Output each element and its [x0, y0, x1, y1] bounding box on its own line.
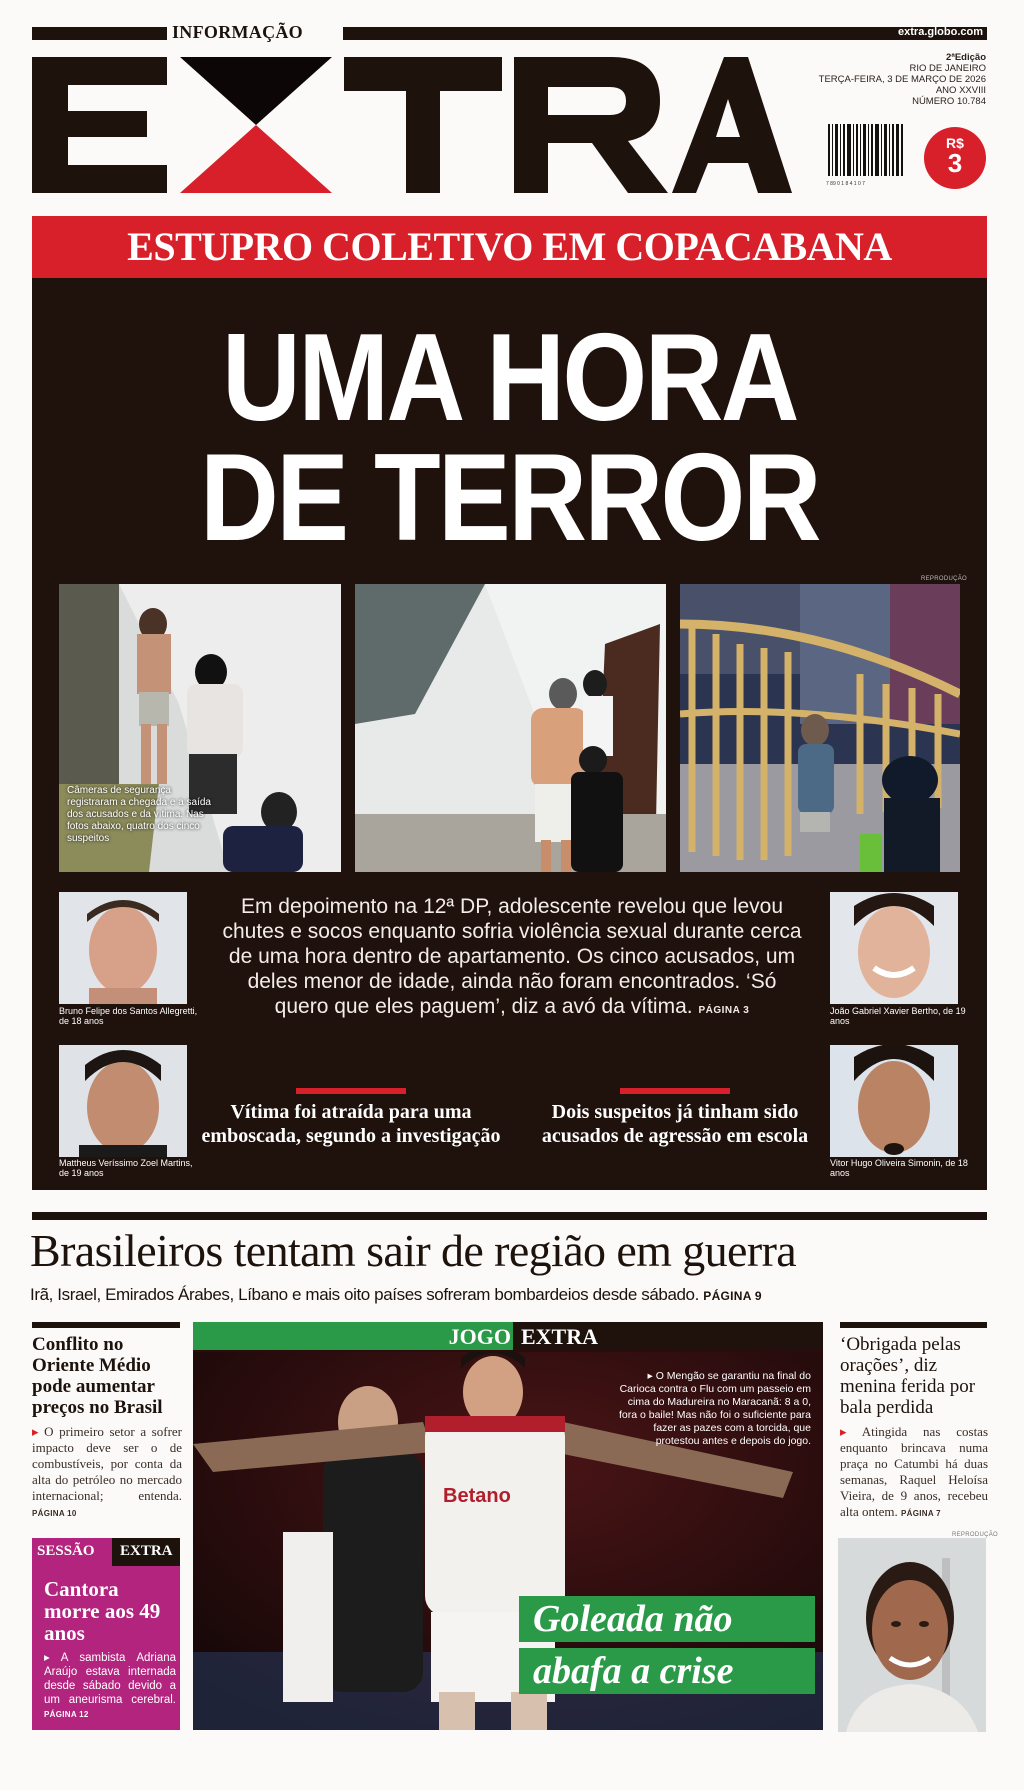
sessao-tag — [32, 1538, 180, 1566]
girl-photo-credit: REPRODUÇÃO — [952, 1532, 999, 1538]
left-column-text — [32, 1424, 182, 1522]
site-url[interactable]: extra.globo.com — [898, 26, 983, 38]
sessao-body: A sambista Adriana Araújo estava internada desde sábado devido a um aneurisma cerebral. — [44, 1652, 176, 1706]
lead-body: Em depoimento na 12ª DP, adolescente revelou que levou chutes e socos enquanto sofria violência sexual durante cerca de uma hora dentro de apartamento. Os cinco acusados, um deles menor de idade, ainda não foram encontrados. ‘Só quero que eles paguem’, diz a avó da vítima. — [222, 895, 802, 1018]
jogo-extra-tag — [193, 1322, 823, 1350]
left-column-headline[interactable]: Conflito no Oriente Médio pode aumentar preços no Brasil — [32, 1334, 163, 1418]
masthead-kicker: INFORMAÇÃO — [172, 22, 303, 42]
subhead-right[interactable]: Dois suspeitos já tinham sido acusados de agressão em escola — [541, 1101, 809, 1147]
second-headline[interactable]: Brasileiros tentam sair de região em guerra — [30, 1225, 797, 1276]
suspect-caption-4: Vitor Hugo Oliveira Simonin, de 18 anos — [830, 1158, 968, 1178]
masthead-rule-right — [343, 27, 987, 40]
edition-info — [819, 52, 986, 107]
subhead-left[interactable]: Vítima foi atraída para uma emboscada, segundo a investigação — [201, 1101, 501, 1147]
logo-x-top-triangle — [180, 57, 332, 125]
logo-letter-e — [32, 57, 167, 193]
sessao-tag-left: SESSÃO — [37, 1543, 95, 1559]
logo-letter-a — [672, 57, 792, 193]
sessao-tag-right-box — [112, 1538, 180, 1566]
jogo-extra-text — [611, 1370, 811, 1448]
jogo-extra-section[interactable] — [193, 1322, 823, 1730]
second-deck — [30, 1284, 762, 1307]
bullet-icon: ▸ — [840, 1424, 862, 1439]
right-column-page-ref[interactable]: PÁGINA 7 — [901, 1509, 941, 1518]
cctv-photo-2[interactable] — [355, 584, 666, 872]
suspect-photo-4[interactable] — [830, 1045, 958, 1157]
lead-page-ref[interactable]: PÁGINA 3 — [698, 1005, 750, 1016]
lead-banner[interactable]: ESTUPRO COLETIVO EM COPACABANA — [32, 216, 987, 278]
logo-graphic — [32, 57, 792, 193]
suspect-caption-2: Mattheus Veríssimo Zoel Martins, de 19 anos — [59, 1158, 193, 1178]
edition-year: ANO XXVIII — [935, 85, 986, 96]
sessao-tag-right: EXTRA — [120, 1543, 173, 1559]
photo-credit: REPRODUÇÃO — [921, 576, 968, 582]
sessao-text — [44, 1651, 176, 1722]
left-column-rule — [32, 1322, 180, 1328]
logo-x-bottom-triangle — [180, 125, 332, 193]
edition-date: TERÇA-FEIRA, 3 DE MARÇO DE 2026 — [818, 74, 986, 85]
price-badge — [924, 127, 986, 189]
edition-label: 2ªEdição — [946, 52, 986, 63]
jogo-tag-right: EXTRA — [521, 1324, 599, 1349]
sessao-page-ref: PÁGINA 12 — [44, 1710, 89, 1719]
masthead-rule-left — [32, 27, 167, 40]
girl-photo[interactable] — [838, 1538, 986, 1732]
lead-headline-line-1[interactable]: UMA HORA — [222, 309, 797, 447]
edition-number: NÚMERO 10.784 — [912, 96, 986, 107]
sessao-extra-box[interactable] — [32, 1538, 180, 1730]
subhead-left-divider — [296, 1088, 406, 1094]
second-deck-text: Irã, Israel, Emirados Árabes, Líbano e mais oito países sofreram bombardeios desde sábado. — [30, 1285, 699, 1304]
left-column-page-ref[interactable]: PÁGINA 10 — [32, 1509, 77, 1518]
suspect-photo-2[interactable] — [59, 1045, 187, 1157]
jogo-headline-line-1: Goleada não — [519, 1596, 815, 1642]
bullet-icon: ▸ — [647, 1370, 656, 1382]
lead-headline-line-2[interactable]: DE TERROR — [200, 429, 819, 567]
price-currency: R$ — [946, 135, 964, 151]
suspect-caption-1: Bruno Felipe dos Santos Allegretti, de 18 anos — [59, 1006, 198, 1026]
right-column-text — [840, 1424, 988, 1522]
right-column-headline[interactable]: ‘Obrigada pelas orações’, diz menina ferida por bala perdida — [840, 1334, 976, 1418]
bullet-icon: ▸ — [44, 1652, 61, 1664]
logo-letter-r — [514, 57, 668, 193]
section-rule — [32, 1212, 987, 1220]
bullet-icon: ▸ — [32, 1424, 45, 1439]
left-column-body: O primeiro setor a sofrer impacto deve ser o de combustíveis, por conta da alta do petróleo no mercado internacional; entenda. — [32, 1424, 182, 1503]
right-column-rule — [840, 1322, 987, 1328]
lead-body-text — [218, 894, 806, 1023]
jogo-headline-line-2: abafa a crise — [519, 1648, 815, 1694]
suspect-photo-1[interactable] — [59, 892, 187, 1004]
suspect-photo-3[interactable] — [830, 892, 958, 1004]
barcode-icon — [826, 124, 906, 186]
masthead-top-bar — [32, 22, 987, 42]
logo-letter-t — [344, 57, 502, 193]
photo-caption: Câmeras de segurança registraram a chegada e a saída dos acusados e da vítima. Nas fotos abaixo, quatro dos cinco suspeitos — [67, 785, 211, 844]
second-page-ref[interactable]: PÁGINA 9 — [703, 1289, 762, 1303]
right-column-body: Atingida nas costas enquanto brincava numa praça no Catumbi há duas semanas, Raquel Heloísa Vieira, de 9 anos, recebeu alta ontem. — [840, 1424, 989, 1519]
extra-logo[interactable] — [32, 57, 792, 193]
jogo-extra-body: O Mengão se garantiu na final do Carioca contra o Flu com um passeio em cima do Madureira no Maracanã: 8 a 0, fora o baile! Mas não foi o suficiente para fazer as pazes com a torcida, que protestou antes e depois do jogo. — [618, 1370, 811, 1447]
edition-city: RIO DE JANEIRO — [909, 63, 986, 74]
svg-text:7 89 0 1 8 4 1 0 7: 7 89 0 1 8 4 1 0 7 — [826, 181, 865, 186]
sessao-headline: Cantora morre aos 49 anos — [44, 1577, 161, 1645]
price-value: 3 — [947, 148, 963, 178]
jogo-tag-left: JOGO — [448, 1324, 511, 1349]
suspect-caption-3: João Gabriel Xavier Bertho, de 19 anos — [830, 1006, 966, 1026]
subhead-right-divider — [620, 1088, 730, 1094]
cctv-photo-3[interactable] — [680, 584, 960, 872]
sponsor-logo: Betano — [443, 1485, 511, 1507]
